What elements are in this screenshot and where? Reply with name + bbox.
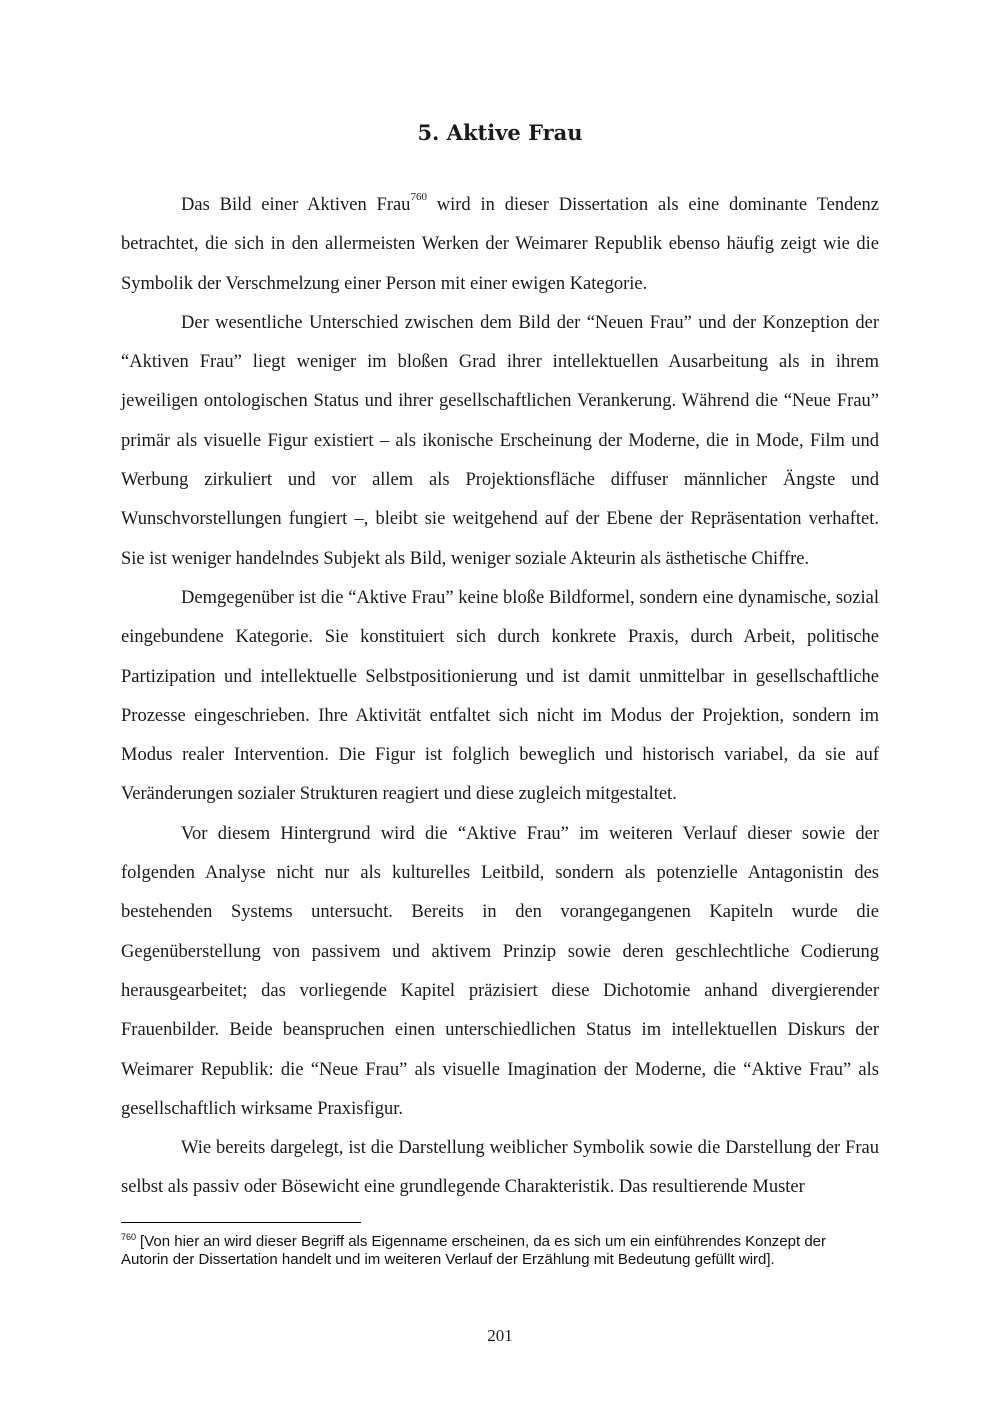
footnote-number: 760 [121, 1232, 137, 1242]
paragraph: Der wesentliche Unterschied zwischen dem Bild der “Neuen Frau” und der Konzeption der “Aktiven Frau” liegt weniger im bloßen Grad ihrer intellektuellen Ausarbeitung als in ihrem jeweiligen ontologischen Status und ihrer gesellschaftlichen Verankerung. Während die “Neue Frau” primär als visuelle Figur existiert – als ikonische Erscheinung der Moderne, die in Mode, Film und Werbung zirkuliert und vor allem als Projektionsfläche diffuser männlicher Ängste und Wunschvorstellungen fungiert –, bleibt sie weitgehend auf der Ebene der Repräsentation verhaftet. Sie ist weniger handelndes Subjekt als Bild, weniger soziale Akteurin als ästhetische Chiffre. [121, 312, 879, 569]
footnote-separator [121, 1222, 361, 1223]
footnote [121, 1233, 861, 1269]
paragraph: Vor diesem Hintergrund wird die “Aktive Frau” im weiteren Verlauf dieser sowie der folgenden Analyse nicht nur als kulturelles Leitbild, sondern als potenzielle Antagonistin des bestehenden Systems untersucht. Bereits in den vorangegangenen Kapiteln wurde die Gegenüberstellung von passivem und aktivem Prinzip sowie deren geschlechtliche Codierung herausgearbeitet; das vorliegende Kapitel präzisiert diese Dichotomie anhand divergierender Frauenbilder. Beide beanspruchen einen unterschiedlichen Status im intellektuellen Diskurs der Weimarer Republik: die “Neue Frau” als visuelle Imagination der Moderne, die “Aktive Frau” als gesellschaftlich wirksame Praxisfigur. [121, 823, 879, 1119]
footnote-text: [Von hier an wird dieser Begriff als Eigenname erscheinen, da es sich um ein einführendes Konzept der Autorin der Dissertation handelt und im weiteren Verlauf der Erzählung mit Bedeutung gefüllt wird]. [121, 1233, 826, 1268]
body-text [121, 186, 879, 1208]
chapter-title: 5. Aktive Frau [417, 120, 583, 145]
paragraph: Wie bereits dargelegt, ist die Darstellung weiblicher Symbolik sowie die Darstellung der Frau selbst als passiv oder Bösewicht eine grundlegende Charakteristik. Das resultierende Muster [121, 1138, 879, 1198]
paragraph-text: Das Bild einer Aktiven Frau [181, 195, 411, 215]
paragraph: Demgegenüber ist die “Aktive Frau” keine bloße Bildformel, sondern eine dynamische, sozial eingebundene Kategorie. Sie konstituiert sich durch konkrete Praxis, durch Arbeit, politische Partizipation und intellektuelle Selbstpositionierung und ist damit unmittelbar in gesellschaftliche Prozesse eingeschrieben. Ihre Aktivität entfaltet sich nicht im Modus der Projektion, sondern im Modus realer Intervention. Die Figur ist folglich beweglich und historisch variabel, da sie auf Veränderungen sozialer Strukturen reagiert und diese zugleich mitgestaltet. [121, 587, 879, 805]
page-number: 201 [487, 1326, 513, 1345]
footnote-reference[interactable]: 760 [410, 191, 427, 203]
paragraph-text: wird in dieser Dissertation als eine dominante Tendenz betrachtet, die sich in den allermeisten Werken der Weimarer Republik ebenso häufig zeigt wie die Symbolik der Verschmelzung einer Person mit einer ewigen Kategorie. [121, 195, 879, 294]
paragraph [121, 186, 879, 304]
